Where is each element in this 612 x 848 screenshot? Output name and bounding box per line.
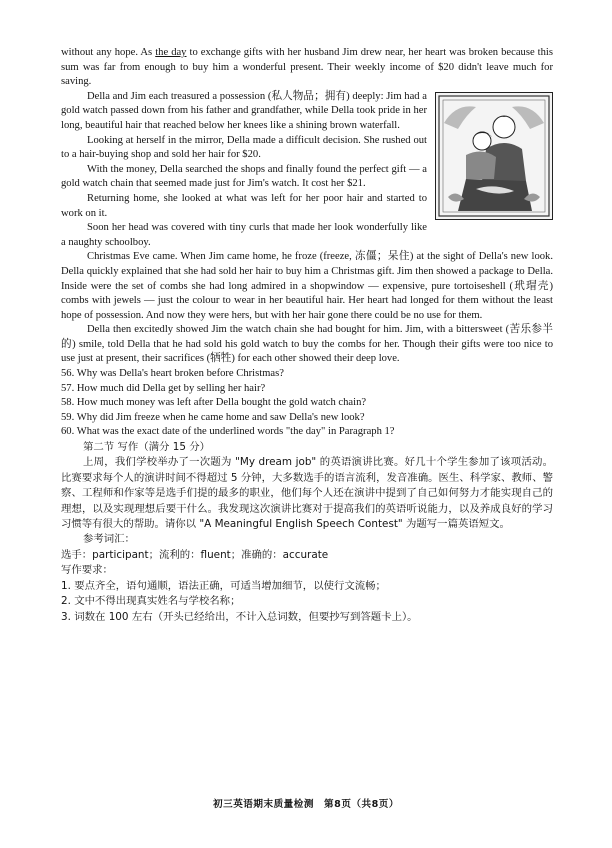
paragraph-possession: Della and Jim each treasured a possession (私人物品；拥有) deeply: Jim had a gold watch passed down from his father and grandfather, while Della took pride in her long, beautiful hair that reached below her knees like a shining brown waterfall.: [61, 90, 427, 131]
question-56: 56. Why was Della's heart broken before Christmas?: [61, 368, 284, 380]
vocab-list: 选手：participant；流利的：fluent；准确的：accurate: [61, 548, 329, 561]
paragraph-returning: Returning home, she looked at what was left for her poor hair and started to work on it.: [61, 192, 427, 219]
underlined-the-day: the day: [155, 47, 187, 58]
paragraph-top: [61, 46, 553, 90]
vocab-heading: 参考词汇：: [83, 533, 135, 546]
paragraph-mirror: Looking at herself in the mirror, Della made a difficult decision. She rushed out to a hair-buying shop and sold her hair for $20.: [61, 134, 427, 161]
paragraph-christmas: Christmas Eve came. When Jim came home, he froze (freeze, 冻僵；呆住) at the sight of Della's new look. Della quickly explained that she had sold her hair to buy him a Christmas gift. Jim then showed a package to Della. Inside were the set of combs she had long admired in a shopwindow — expensive, pure tortoiseshell (玳瑁壳) combs with jewels — just the colour to wear in her beautiful hair. Her heart had longed for them without the least hope of possession. And now they were hers, but with her hair gone there could be no use for them.: [61, 251, 553, 321]
writing-prompt: 上周，我们学校举办了一次题为 "My dream job" 的英语演讲比赛。好几十个学生参加了该项活动。比赛要求每个人的演讲时间不得超过 5 分钟，大多数选手的语言流利，发音准确。医生、科学家、教师、警察、工程师和作家等是选手们提的最多的职业，他们每个人还在演讲中提到了自己如何努力才能实现自己的理想，以及实现理想后要干什么。我发现这次演讲比赛对于提高我们的英语听说能力，以及养成良好的学习习惯等有很大的帮助。请你以 "A Meaningful English Speech Contest" 为题写一篇英语短文。: [61, 456, 553, 531]
question-58: 58. How much money was left after Della bought the gold watch chain?: [61, 397, 367, 409]
page-content: [61, 46, 553, 625]
requirement-2: 2. 文中不得出现真实姓名与学校名称；: [61, 595, 241, 608]
paragraph-excited: Della then excitedly showed Jim the watch chain she had bought for him. Jim, with a bittersweet (苦乐参半的) smile, told Della that he had sold his gold watch to buy the combs for her. Though their gifts were too nice to use just at present, their sacrifices (牺牲) for each other showed their deep love.: [61, 324, 553, 365]
requirement-1: 1. 要点齐全，语句通顺，语法正确，可适当增加细节，以使行文流畅；: [61, 579, 386, 592]
paragraph-money: With the money, Della searched the shops and finally found the perfect gift — a gold watch chain that seemed made just for Jim's watch. It cost her $21.: [61, 163, 427, 190]
page-footer: 初三英语期末质量检测 第8页（共8页）: [213, 799, 399, 810]
question-57: 57. How much did Della get by selling her hair?: [61, 382, 266, 394]
requirement-3: 3. 词数在 100 左右（开头已经给出，不计入总词数，但要抄写到答题卡上）。: [61, 610, 418, 623]
couple-illustration: [435, 92, 553, 220]
text-run: without any hope. As: [61, 47, 156, 58]
text-run: to exchange gifts with her husband Jim drew near, her heart was broken because this sum was far from enough to buy him a wonderful present. Their weekly income of $20 didn't leave much for saving.: [61, 47, 553, 88]
requirements-heading: 写作要求：: [61, 564, 113, 577]
question-60: 60. What was the exact date of the underlined words "the day" in Paragraph 1?: [61, 426, 395, 438]
writing-heading: 第二节 写作（满分 15 分）: [83, 441, 211, 454]
question-59: 59. Why did Jim freeze when he came home and saw Della's new look?: [61, 411, 365, 423]
paragraph-curls: Soon her head was covered with tiny curls that made her look wonderfully like a naughty schoolboy.: [61, 222, 427, 248]
illustration-drawing: [436, 93, 552, 219]
